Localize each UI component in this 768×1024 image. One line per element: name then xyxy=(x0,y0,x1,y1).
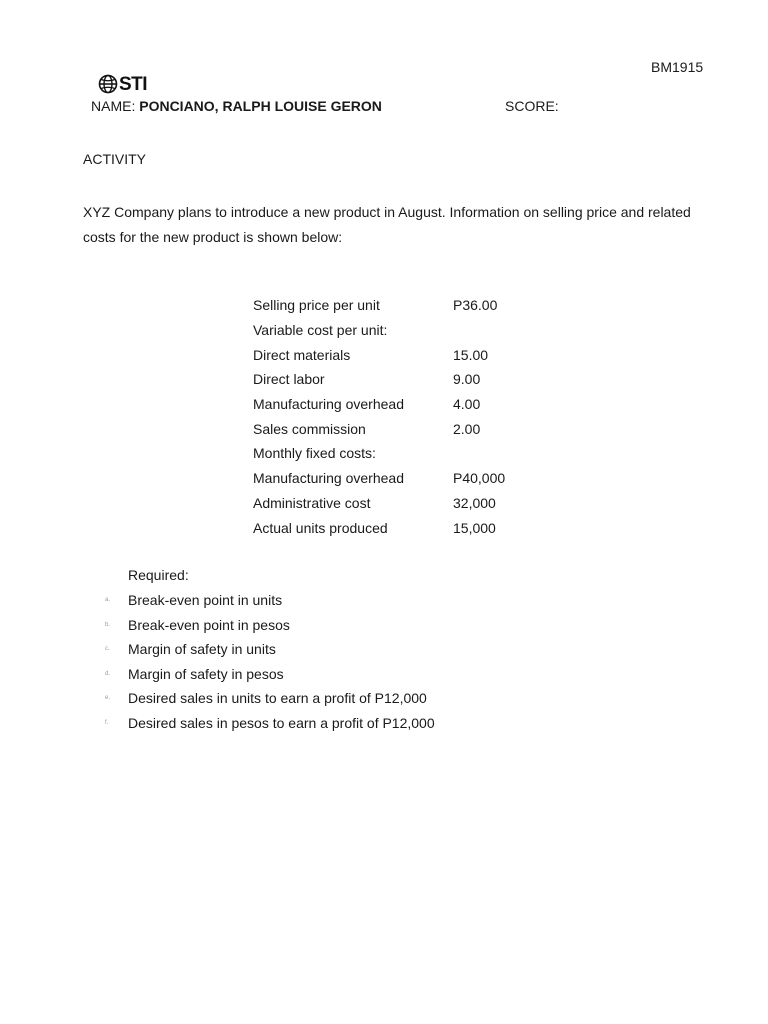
cost-label: Actual units produced xyxy=(253,519,388,536)
list-item xyxy=(100,613,435,638)
cost-table xyxy=(253,293,505,540)
logo-text: STI xyxy=(119,73,148,95)
list-item xyxy=(100,711,435,736)
table-row xyxy=(253,466,505,491)
document-code: BM1915 xyxy=(651,59,704,75)
cost-value: 15.00 xyxy=(453,346,489,363)
score-line xyxy=(505,98,559,114)
list-item-text: Desired sales in pesos to earn a profit of P12,000 xyxy=(128,714,435,731)
table-row xyxy=(253,441,505,466)
table-row xyxy=(253,342,505,367)
list-item xyxy=(100,637,435,662)
cost-value: 32,000 xyxy=(453,494,496,511)
cost-label: Direct labor xyxy=(253,371,325,388)
cost-label: Sales commission xyxy=(253,420,366,437)
cost-value: P36.00 xyxy=(453,297,498,314)
table-row xyxy=(253,293,505,318)
list-item-text: Break-even point in pesos xyxy=(128,616,290,633)
list-marker: a. xyxy=(105,597,111,603)
cost-label: Direct materials xyxy=(253,346,351,363)
cost-label: Selling price per unit xyxy=(253,297,380,314)
cost-label: Administrative cost xyxy=(253,494,371,511)
cost-value xyxy=(453,441,505,466)
required-label: Required: xyxy=(128,567,189,583)
list-marker: d. xyxy=(105,670,111,677)
cost-value: 9.00 xyxy=(453,371,481,388)
cost-label: Variable cost per unit: xyxy=(253,322,388,339)
cost-value: 4.00 xyxy=(453,396,481,413)
table-row xyxy=(253,515,505,540)
cost-value: P40,000 xyxy=(453,470,506,487)
list-marker: f. xyxy=(105,719,109,726)
required-list xyxy=(100,588,435,736)
list-marker: c. xyxy=(105,646,110,653)
list-item-text: Desired sales in units to earn a profit of P12,000 xyxy=(128,690,427,707)
section-title: ACTIVITY xyxy=(83,151,147,167)
list-item xyxy=(100,588,435,613)
cost-label: Manufacturing overhead xyxy=(253,396,404,413)
cost-label: Monthly fixed costs: xyxy=(253,445,376,462)
cost-value xyxy=(453,318,505,343)
list-item-text: Margin of safety in units xyxy=(128,641,276,658)
cost-value: 2.00 xyxy=(453,420,481,437)
name-line xyxy=(91,98,382,114)
table-row xyxy=(253,491,505,516)
globe-icon xyxy=(98,74,118,94)
table-row xyxy=(253,318,505,343)
list-item-text: Margin of safety in pesos xyxy=(128,665,284,682)
list-marker: b. xyxy=(105,621,111,628)
list-item xyxy=(100,662,435,687)
name-value: PONCIANO, RALPH LOUISE GERON xyxy=(139,98,382,114)
intro-paragraph: XYZ Company plans to introduce a new product in August. Information on selling price and related costs for the new product is shown below: xyxy=(83,204,691,245)
cost-label: Manufacturing overhead xyxy=(253,470,404,487)
score-label: SCORE: xyxy=(505,98,559,114)
sti-logo xyxy=(98,74,147,94)
list-item xyxy=(100,686,435,711)
cost-value: 15,000 xyxy=(453,519,496,536)
table-row xyxy=(253,392,505,417)
table-row xyxy=(253,367,505,392)
table-row xyxy=(253,416,505,441)
list-item-text: Break-even point in units xyxy=(128,592,283,608)
name-label: NAME: xyxy=(91,98,136,114)
list-marker: e. xyxy=(105,695,111,702)
